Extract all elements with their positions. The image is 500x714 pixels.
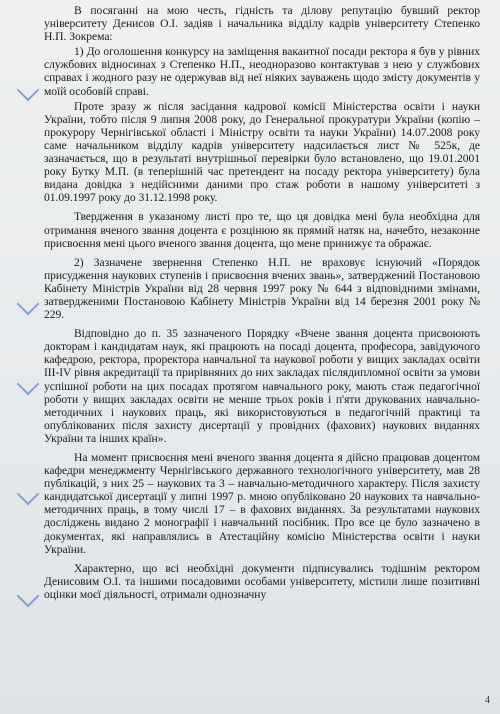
paragraph-item-1: 1) До оголошення конкурсу на заміщення вакантної посади ректора я був у рівних службових відносинах з Степенко Н.П., неодноразово контактував з нею у службових справах і жодного разу не одержував від неї ніяких зауважень щодо змісту документів у моїй особовій справі. [44,45,480,98]
page-number: 4 [485,695,490,706]
margin-check-mark [17,79,40,102]
paragraph-characteristic: Характерно, що всі необхідні документи підписувались тодішнім ректором Денисовим О.І. та іншими посадовими особами університету, містили лише позитивні оцінки моєї діяльності, отримали однозначну [44,561,480,601]
margin-check-mark [17,373,40,396]
document-body [44,4,480,603]
paragraph-claim-statement: Твердження в указаному листі про те, що ця довідка мені була необхідна для отримання вченого звання доцента є розцінюю як прямий натяк на, начебто, незаконне присвоєння мені цього вченого звання доцента, що мене принижує та ображає. [44,210,480,250]
paragraph-prosecutor-letter: Проте зразу ж після засідання кадрової комісії Міністерства освіти і науки України, тобто після 9 липня 2008 року, до Генеральної прокуратури України (копію – прокурору Чернігівської області і Міністру освіти та науки України) 14.07.2008 року саме начальником відділу кадрів університету надсилається лист № 525к, де зазначається, що в результаті внутрішньої перевірки було встановлено, що 19.01.2001 року Бутку М.П. (в теперішній час претендент на посаду ректора університету) була видана довідка з недійсними даними про стаж роботи в нашому університеті з 01.09.1997 року до 31.12.1998 року. [44,99,480,205]
margin-check-mark [17,585,40,608]
paragraph-intro: В посяганні на мою честь, гідність та ділову репутацію бувший ректор університету Денисов О.І. задіяв і начальника відділу кадрів університету Степенко Н.П. Зокрема: [44,4,480,44]
paragraph-publications: На момент присвоєння мені вченого звання доцента я дійсно працював доцентом кафедри менеджменту Чернігівського державного технологічного університету, мав 28 публікацій, з них 25 – наукових та 3 – навчально-методичного характеру. Після захисту кандидатської дисертації у липні 1997 р. мною опубліковано 20 наукових та навчально-методичних праць, в тому числі 17 – в фахових виданнях. За результатами наукових досліджень видано 2 монографії і навчальний посібник. Про все це було зазначено в документах, які направлялись в Атестаційну комісію Міністерства освіти і науки України. [44,451,480,556]
paragraph-procedure-quote: Відповідно до п. 35 зазначеного Порядку «Вчене звання доцента присвоюють докторам і кандидатам наук, які працюють на посаді доцента, професора, завідуючого кафедрою, ректора, проректора навчальної та наукової роботи у вищих закладах освіти III-IV рівня акредитації та прирівняних до них закладах післядипломної освіти за умови успішної роботи на цих посадах протягом навчального року, мають стаж педагогічної роботи у вищих закладах освіти не менше трьох років і п'яти друкованих навчально-методичних і наукових праць, які використовуються в педагогічній практиці та опублікованих після захисту дисертації у провідних (фахових) наукових виданнях України та інших країн». [44,327,480,445]
margin-check-mark [17,293,40,316]
margin-check-mark [17,483,40,506]
paragraph-item-2: 2) Зазначене звернення Степенко Н.П. не враховує існуючий «Порядок присудження наукових ступенів і присвоєння вчених звань», затверджений Постановою Кабінету Міністрів України від 28 червня 1997 року № 644 з відповідними змінами, затвердженими Постановою Кабінету Міністрів України від 14 березня 2001 року № 229. [44,255,480,322]
